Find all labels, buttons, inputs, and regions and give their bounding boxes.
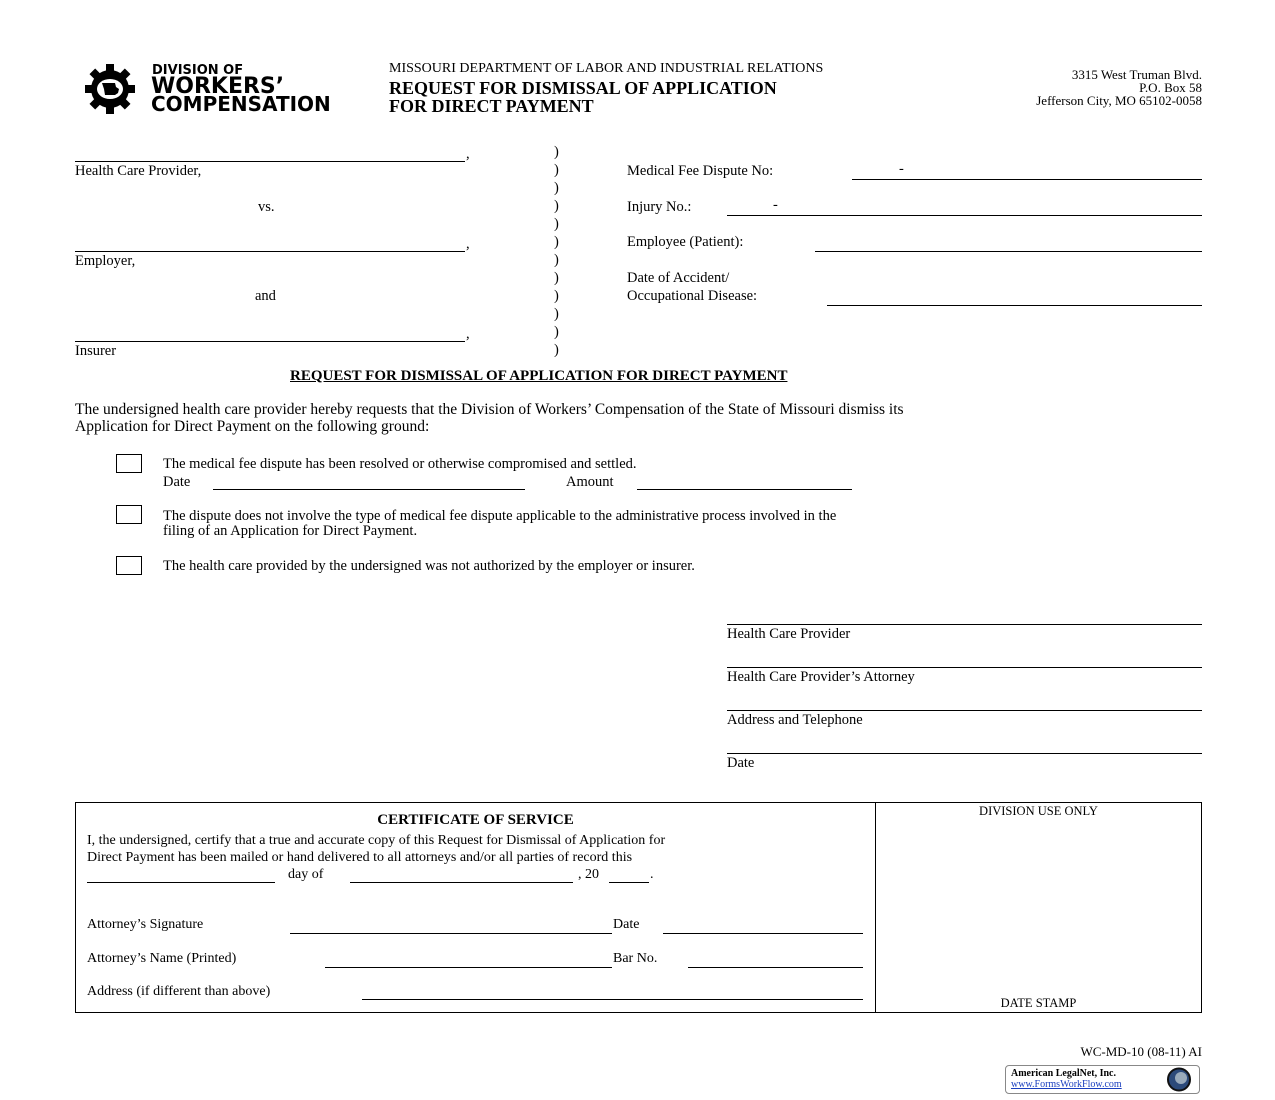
cert-date-label: Date xyxy=(613,917,640,932)
employer-label: Employer, xyxy=(75,253,136,269)
attorney-name-label: Attorney’s Name (Printed) xyxy=(87,951,237,966)
day-of-label: day of xyxy=(288,867,324,882)
logo-line-2: WORKERS’ xyxy=(151,74,285,99)
employer-name-line[interactable] xyxy=(75,251,465,252)
attorney-name-field[interactable] xyxy=(325,967,612,968)
certificate-of-service-box xyxy=(75,802,1202,1013)
comma: , xyxy=(466,326,470,342)
vendor-badge[interactable] xyxy=(1005,1065,1200,1094)
option-3-text: The health care provided by the undersigned was not authorized by the employer or insurer. xyxy=(163,558,695,574)
division-use-label: DIVISION USE ONLY xyxy=(979,804,1098,818)
option-3-checkbox[interactable] xyxy=(116,556,142,575)
comma: , xyxy=(466,236,470,252)
attorney-signature-label: Health Care Provider’s Attorney xyxy=(727,669,915,685)
attorney-signature-label: Attorney’s Signature xyxy=(87,917,204,932)
intro-line-2: Application for Direct Payment on the following ground: xyxy=(75,418,430,435)
option-1-date-label: Date xyxy=(163,474,191,490)
certificate-text-2: Direct Payment has been mailed or hand delivered to all attorneys and/or all parties of record this xyxy=(87,850,633,865)
vs-label: vs. xyxy=(258,199,275,215)
certificate-title: CERTIFICATE OF SERVICE xyxy=(377,812,574,828)
year-field[interactable] xyxy=(609,882,649,883)
provider-label: Health Care Provider, xyxy=(75,163,202,179)
address-line-3: Jefferson City, MO 65102-0058 xyxy=(1036,93,1202,108)
option-2-text-2: filing of an Application for Direct Payment. xyxy=(163,523,418,539)
employee-label: Employee (Patient): xyxy=(627,234,744,250)
cert-date-field[interactable] xyxy=(663,933,863,934)
dispute-no-field[interactable] xyxy=(852,179,1202,180)
form-title-line-1: REQUEST FOR DISMISSAL OF APPLICATION xyxy=(389,78,777,98)
attorney-signature-line[interactable] xyxy=(727,667,1202,668)
vendor-name: American LegalNet, Inc. xyxy=(1011,1068,1116,1079)
option-1-checkbox[interactable] xyxy=(116,454,142,473)
dispute-no-label: Medical Fee Dispute No: xyxy=(627,163,774,179)
form-title-line-2: FOR DIRECT PAYMENT xyxy=(389,96,594,116)
option-2-checkbox[interactable] xyxy=(116,505,142,524)
and-label: and xyxy=(255,288,276,304)
employee-field[interactable] xyxy=(815,251,1202,252)
option-1-date-field[interactable] xyxy=(213,489,525,490)
accident-label-1: Date of Accident/ xyxy=(627,270,730,286)
logo-line-1: DIVISION OF xyxy=(152,63,244,78)
address-label: Address and Telephone xyxy=(727,712,863,728)
bar-no-field[interactable] xyxy=(688,967,863,968)
period: . xyxy=(650,867,654,882)
month-field[interactable] xyxy=(350,882,573,883)
gear-missouri-logo-icon xyxy=(75,64,145,114)
vendor-url[interactable]: www.FormsWorkFlow.com xyxy=(1011,1079,1122,1090)
form-number: WC-MD-10 (08-11) AI xyxy=(1080,1044,1202,1059)
date-line[interactable] xyxy=(727,753,1202,754)
option-2-text-1: The dispute does not involve the type of medical fee dispute applicable to the administrative process involved in the xyxy=(163,508,837,524)
address-line-2: P.O. Box 58 xyxy=(1139,80,1202,95)
accident-label-2: Occupational Disease: xyxy=(627,288,758,304)
attorney-signature-field[interactable] xyxy=(290,933,612,934)
department-name: MISSOURI DEPARTMENT OF LABOR AND INDUSTRIAL RELATIONS xyxy=(389,61,824,76)
bar-no-label: Bar No. xyxy=(613,951,658,966)
accident-date-field[interactable] xyxy=(827,305,1202,306)
caption-parentheses: ) ) ) ) ) ) ) ) ) ) ) ) xyxy=(554,144,559,358)
comma: , xyxy=(466,146,470,162)
cert-address-field[interactable] xyxy=(362,999,863,1000)
dash: - xyxy=(899,161,904,177)
insurer-label: Insurer xyxy=(75,343,117,359)
day-field[interactable] xyxy=(87,882,275,883)
provider-signature-label: Health Care Provider xyxy=(727,626,851,642)
option-1-text: The medical fee dispute has been resolved or otherwise compromised and settled. xyxy=(163,456,637,472)
provider-signature-line[interactable] xyxy=(727,624,1202,625)
option-1-amount-label: Amount xyxy=(566,474,614,490)
injury-no-field[interactable] xyxy=(727,215,1202,216)
insurer-name-line[interactable] xyxy=(75,341,465,342)
cert-address-label: Address (if different than above) xyxy=(87,984,271,999)
logo-line-3: COMPENSATION xyxy=(151,92,331,116)
year-prefix: , 20 xyxy=(578,867,599,882)
address-line-1: 3315 West Truman Blvd. xyxy=(1071,67,1202,82)
divider xyxy=(875,803,876,1012)
section-heading: REQUEST FOR DISMISSAL OF APPLICATION FOR DIRECT PAYMENT xyxy=(290,368,788,384)
intro-line-1: The undersigned health care provider hereby requests that the Division of Workers’ Compensation of the State of Missouri dismiss its xyxy=(75,401,904,418)
globe-icon xyxy=(1162,1067,1196,1092)
address-line[interactable] xyxy=(727,710,1202,711)
date-label: Date xyxy=(727,755,755,771)
injury-no-label: Injury No.: xyxy=(627,199,692,215)
certificate-text-1: I, the undersigned, certify that a true and accurate copy of this Request for Dismissal of Application for xyxy=(87,833,666,848)
option-1-amount-field[interactable] xyxy=(637,489,852,490)
dash: - xyxy=(773,197,778,213)
provider-name-line[interactable] xyxy=(75,161,465,162)
date-stamp-label: DATE STAMP xyxy=(1000,996,1077,1010)
